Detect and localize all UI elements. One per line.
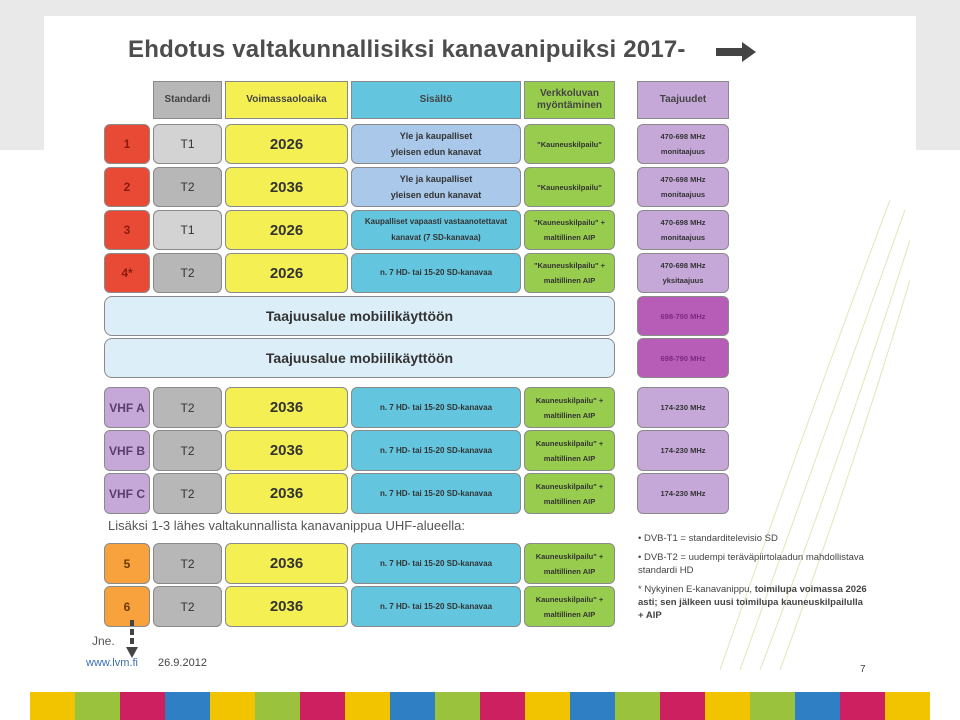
header-license [524, 81, 615, 119]
arrow-right-icon [716, 42, 756, 62]
row-license [524, 430, 615, 471]
row-standard: T2 [153, 473, 222, 514]
row-number: 6 [104, 586, 150, 627]
row-frequency-line2: monitaajuus [660, 190, 706, 199]
row-frequency-line1: 470-698 MHz [660, 132, 706, 141]
row-license-line2: maltillinen AIP [543, 609, 596, 619]
row-number: 1 [104, 124, 150, 164]
row-year: 2036 [225, 543, 348, 584]
row-frequency: 174-230 MHz [637, 473, 729, 514]
continue-label: Jne. [92, 634, 115, 648]
row-content [351, 210, 521, 250]
header-content [351, 81, 521, 119]
row-license-line1: "Kauneuskilpailu" + [533, 261, 606, 270]
row-year: 2036 [225, 473, 348, 514]
mobile-band-row: Taajuusalue mobiilikäyttöön [104, 338, 615, 378]
row-standard: T1 [153, 124, 222, 164]
row-license-line2: maltillinen AIP [543, 496, 596, 506]
row-content-line1: Kaupalliset vapaasti vastaanotettavat [364, 217, 508, 226]
row-license [524, 543, 615, 584]
header-standard [153, 81, 222, 119]
row-number: VHF C [104, 473, 150, 514]
row-standard: T2 [153, 387, 222, 428]
row-frequency-line1: 470-698 MHz [660, 218, 706, 227]
mobile-band-frequency: 698-790 MHz [637, 338, 729, 378]
header-frequencies-label: Taajuudet [659, 94, 707, 105]
mobile-band-frequency: 698-790 MHz [637, 296, 729, 336]
row-standard: T2 [153, 253, 222, 293]
row-license [524, 124, 615, 164]
mobile-band-row: Taajuusalue mobiilikäyttöön [104, 296, 615, 336]
row-standard: T2 [153, 430, 222, 471]
row-content [351, 124, 521, 164]
header-frequencies [637, 81, 729, 119]
row-license [524, 167, 615, 207]
row-frequency: 174-230 MHz [637, 387, 729, 428]
row-number: 3 [104, 210, 150, 250]
row-year: 2036 [225, 586, 348, 627]
row-license [524, 387, 615, 428]
row-license-line2: maltillinen AIP [543, 453, 596, 463]
row-number: 4* [104, 253, 150, 293]
row-frequency [637, 210, 729, 250]
row-content-line2: kanavat (7 SD-kanavaa) [391, 233, 481, 242]
row-license-line2: maltillinen AIP [543, 233, 596, 242]
row-frequency-line2: yksitaajuus [662, 276, 704, 285]
row-standard: T2 [153, 543, 222, 584]
row-license-line1: "Kauneuskilpailu" [537, 139, 602, 149]
row-license [524, 586, 615, 627]
header-content-label: Sisältö [419, 94, 453, 105]
header-license-line1: Verkkoluvan [540, 88, 599, 99]
row-standard: T1 [153, 210, 222, 250]
row-standard: T2 [153, 586, 222, 627]
row-content-line2: yleisen edun kanavat [390, 147, 482, 157]
row-number: VHF B [104, 430, 150, 471]
row-content [351, 167, 521, 207]
header-standard-label: Standardi [164, 94, 211, 105]
row-number: 2 [104, 167, 150, 207]
footer-date: 26.9.2012 [158, 657, 207, 669]
row-frequency [637, 167, 729, 207]
page-number: 7 [860, 664, 866, 675]
row-license-line1: Kauneuskilpailu" + [535, 438, 604, 448]
row-year: 2036 [225, 167, 348, 207]
row-frequency-line1: 470-698 MHz [660, 261, 706, 270]
row-license-line1: Kauneuskilpailu" + [535, 481, 604, 491]
note-dvb-t1: • DVB-T1 = standarditelevisio SD [638, 533, 778, 544]
note-e-bundle [638, 583, 868, 622]
row-frequency-line1: 470-698 MHz [660, 175, 706, 184]
note-e-bundle-intro: * Nykyinen E-kanavanippu, [638, 584, 755, 595]
row-license-line1: Kauneuskilpailu" + [535, 594, 604, 604]
notes [638, 532, 868, 628]
header-validity-label: Voimassaoloaika [246, 94, 327, 105]
row-frequency [637, 253, 729, 293]
header-license-line2: myöntäminen [536, 100, 602, 111]
row-year: 2026 [225, 210, 348, 250]
row-license-line1: "Kauneuskilpailu" [537, 182, 602, 192]
row-content: n. 7 HD- tai 15-20 SD-kanavaa [351, 387, 521, 428]
row-content: n. 7 HD- tai 15-20 SD-kanavaa [351, 586, 521, 627]
row-content: n. 7 HD- tai 15-20 SD-kanavaa [351, 430, 521, 471]
row-license-line1: Kauneuskilpailu" + [535, 551, 604, 561]
row-year: 2036 [225, 430, 348, 471]
row-frequency: 174-230 MHz [637, 430, 729, 471]
additional-note: Lisäksi 1-3 lähes valtakunnallista kanavanippua UHF-alueella: [108, 518, 465, 533]
row-license-line2: maltillinen AIP [543, 566, 596, 576]
header-validity [225, 81, 348, 119]
dashed-arrow-down-icon [126, 620, 138, 660]
row-license-line1: Kauneuskilpailu" + [535, 395, 604, 405]
row-number: VHF A [104, 387, 150, 428]
note-e-bundle-detail: toimilupa voimassa 2026 asti; sen jälkeen uusi toimilupa kauneuskilpailulla + AIP [638, 584, 867, 621]
slide-title: Ehdotus valtakunnallisiksi kanavanipuiksi 2017- [128, 36, 686, 63]
row-number: 5 [104, 543, 150, 584]
row-frequency [637, 124, 729, 164]
row-content: n. 7 HD- tai 15-20 SD-kanavaa [351, 473, 521, 514]
row-frequency-line2: monitaajuus [660, 233, 706, 242]
row-license-line1: "Kauneuskilpailu" + [533, 218, 606, 227]
row-license [524, 253, 615, 293]
row-year: 2026 [225, 253, 348, 293]
row-year: 2036 [225, 387, 348, 428]
row-license [524, 210, 615, 250]
row-content-line2: yleisen edun kanavat [390, 190, 482, 200]
note-dvb-t2: • DVB-T2 = uudempi teräväpiirtolaadun mahdollistava standardi HD [638, 552, 864, 576]
row-standard: T2 [153, 167, 222, 207]
row-license-line2: maltillinen AIP [543, 410, 596, 420]
bottom-color-stripes [30, 692, 930, 720]
row-license [524, 473, 615, 514]
row-license-line2: maltillinen AIP [543, 276, 596, 285]
row-year: 2026 [225, 124, 348, 164]
row-frequency-line2: monitaajuus [660, 147, 706, 156]
footer-url: www.lvm.fi [86, 657, 138, 669]
row-content-line1: Yle ja kaupalliset [399, 174, 473, 184]
row-content-line1: Yle ja kaupalliset [399, 131, 473, 141]
row-content: n. 7 HD- tai 15-20 SD-kanavaa [351, 543, 521, 584]
row-content: n. 7 HD- tai 15-20 SD-kanavaa [351, 253, 521, 293]
